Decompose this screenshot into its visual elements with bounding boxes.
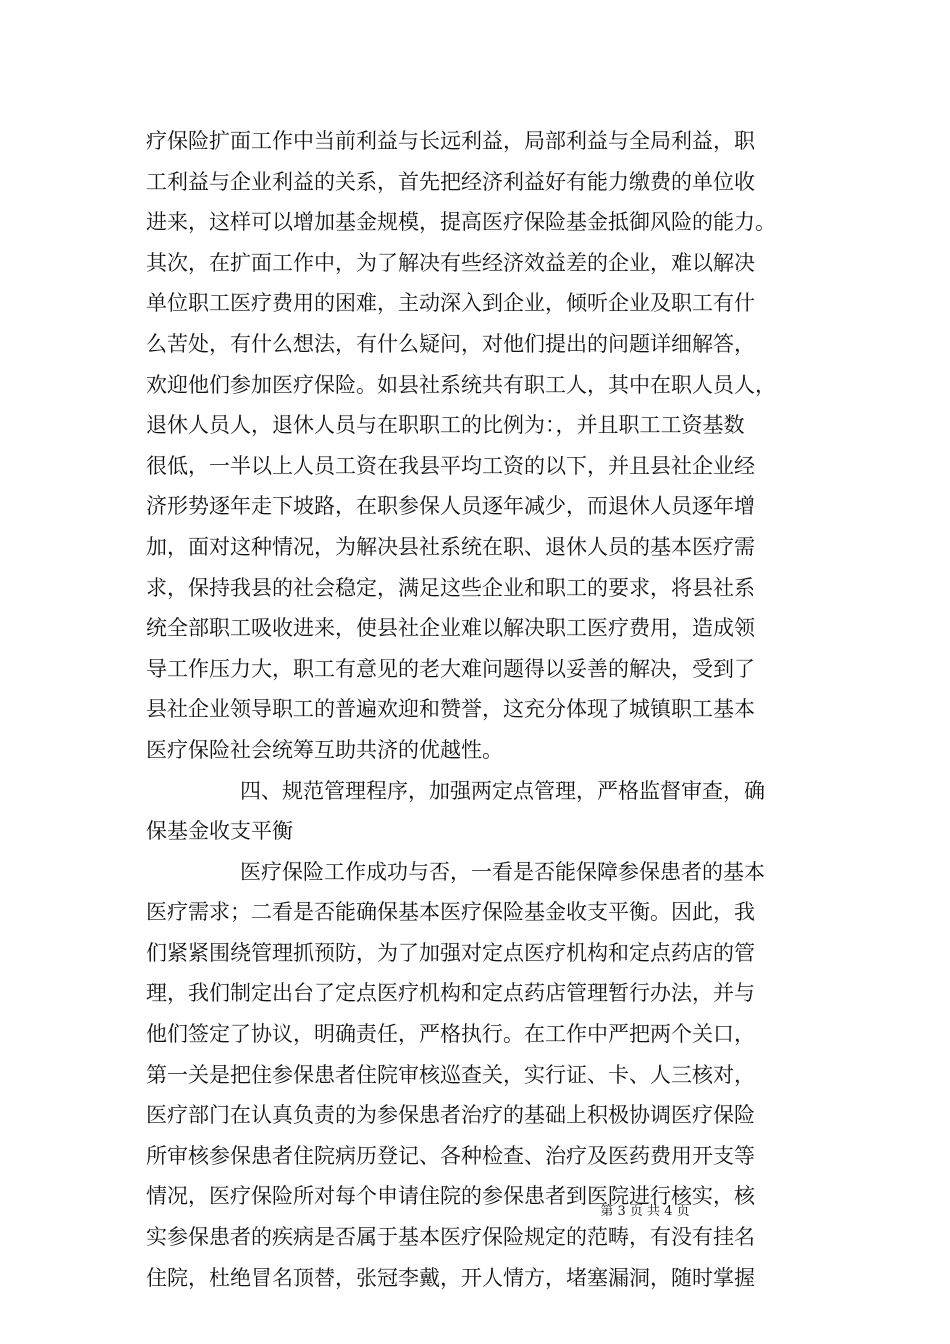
text-line: 医疗保险社会统筹互助共济的优越性。 <box>146 737 503 762</box>
text-line: 医疗需求；二看是否能确保基本医疗保险基金收支平衡。因此，我 <box>146 900 755 925</box>
paragraph-first-line: 医疗保险工作成功与否，一看是否能保障参保患者的基本 <box>240 859 765 884</box>
text-line: 其次，在扩面工作中，为了解决有些经济效益差的企业，难以解决 <box>146 250 755 275</box>
text-line: 加，面对这种情况，为解决县社系统在职、退休人员的基本医疗需 <box>146 534 755 559</box>
text-line: 单位职工医疗费用的困难，主动深入到企业，倾听企业及职工有什 <box>146 291 755 316</box>
section-heading-line: 四、规范管理程序，加强两定点管理，严格监督审查，确 <box>240 778 765 803</box>
text-line: 么苦处，有什么想法，有什么疑问，对他们提出的问题详细解答， <box>146 331 755 356</box>
text-line: 疗保险扩面工作中当前利益与长远利益，局部利益与全局利益，职 <box>146 129 755 153</box>
text-line: 导工作压力大，职工有意见的老大难问题得以妥善的解决，受到了 <box>146 656 755 681</box>
text-line: 所审核参保患者住院病历登记、各种检查、治疗及医药费用开支等 <box>146 1143 755 1168</box>
body-text <box>146 121 808 1298</box>
text-line: 理，我们制定出台了定点医疗机构和定点药店管理暂行办法，并与 <box>146 981 755 1006</box>
page-number-footer: 第 3 页 共 4 页 <box>600 1204 690 1219</box>
text-line: 们紧紧围绕管理抓预防，为了加强对定点医疗机构和定点药店的管 <box>146 940 755 965</box>
text-line: 进来，这样可以增加基金规模，提高医疗保险基金抵御风险的能力。 <box>146 210 776 235</box>
text-line: 县社企业领导职工的普遍欢迎和赞誉，这充分体现了城镇职工基本 <box>146 697 755 722</box>
text-line: 情况，医疗保险所对每个申请住院的参保患者到医院进行核实，核 <box>146 1184 755 1209</box>
section-heading-line: 保基金收支平衡 <box>146 819 293 844</box>
text-line: 求，保持我县的社会稳定，满足这些企业和职工的要求，将县社系 <box>146 575 755 600</box>
text-line: 第一关是把住参保患者住院审核巡查关，实行证、卡、人三核对， <box>146 1062 755 1087</box>
text-line: 济形势逐年走下坡路，在职参保人员逐年减少，而退休人员逐年增 <box>146 494 755 519</box>
text-line: 欢迎他们参加医疗保险。如县社系统共有职工人，其中在职人员人， <box>146 372 776 397</box>
text-line: 住院，杜绝冒名顶替，张冠李戴，开人情方，堵塞漏洞，随时掌握 <box>146 1265 755 1290</box>
text-line: 医疗部门在认真负责的为参保患者治疗的基础上积极协调医疗保险 <box>146 1103 755 1128</box>
text-line: 实参保患者的疾病是否属于基本医疗保险规定的范畴，有没有挂名 <box>146 1225 755 1250</box>
text-line: 工利益与企业利益的关系，首先把经济利益好有能力缴费的单位收 <box>146 169 755 194</box>
text-line: 他们签定了协议，明确责任，严格执行。在工作中严把两个关口， <box>146 1022 755 1047</box>
text-line: 统全部职工吸收进来，使县社企业难以解决职工医疗费用，造成领 <box>146 616 755 641</box>
text-line: 很低，一半以上人员工资在我县平均工资的以下，并且县社企业经 <box>146 453 755 478</box>
text-line: 退休人员人，退休人员与在职职工的比例为：，并且职工工资基数 <box>146 413 745 438</box>
